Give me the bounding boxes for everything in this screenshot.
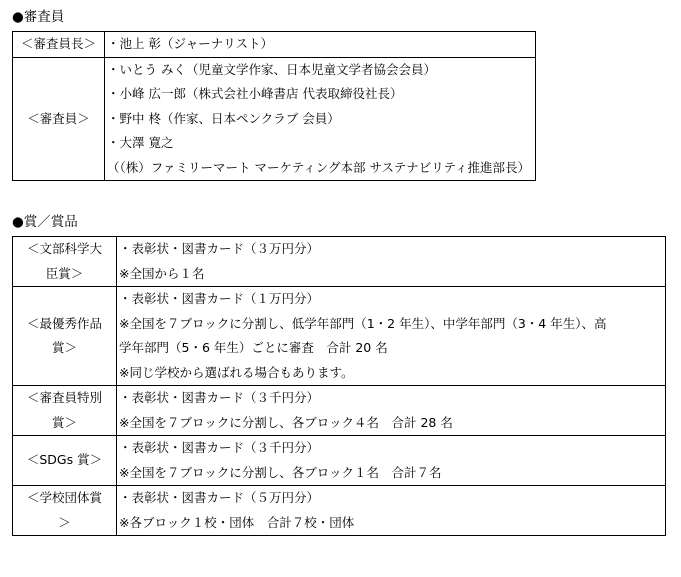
table-row [13, 486, 666, 536]
judge-member-line: ・いとう みく（児童文学作家、日本児童文学者協会会員） [107, 61, 436, 77]
award-label [13, 436, 117, 486]
award-detail-line: ※全国を７ブロックに分割し、各ブロック１名 合計７名 [119, 464, 442, 480]
award-detail-line: ・表彰状・図書カード（１万円分） [119, 291, 320, 306]
table-row [13, 237, 666, 287]
judges-section-title: ●審査員 [12, 9, 65, 25]
award-detail-line: ※全国を７ブロックに分割し、各ブロック４名 合計 28 名 [119, 414, 453, 430]
table-row [13, 386, 666, 436]
awards-section-title: ●賞／賞品 [12, 214, 78, 230]
award-details [117, 287, 666, 386]
judge-member-affiliation: （（株）ファミリーマート マーケティング本部 サステナビリティ推進部長） [107, 159, 530, 175]
award-label-line: 賞＞ [51, 414, 77, 430]
award-detail-line: ・表彰状・図書カード（３千円分） [119, 440, 320, 455]
award-detail-line: ・表彰状・図書カード（３万円分） [119, 241, 320, 256]
award-label-line: ＜学校団体賞 [26, 490, 102, 505]
judge-member-line: ・小峰 広一郎（株式会社小峰書店 代表取締役社長） [107, 86, 403, 101]
award-label-line: ＜SDGs 賞＞ [26, 452, 103, 468]
award-label [13, 287, 117, 386]
award-detail-line: ・表彰状・図書カード（３千円分） [119, 390, 320, 405]
award-details [117, 237, 666, 287]
award-detail-line: ※同じ学校から選ばれる場合もあります。 [119, 364, 354, 380]
judge-members-list [105, 57, 536, 181]
award-label-line: ＜最優秀作品 [26, 315, 102, 331]
award-details [117, 436, 666, 486]
judge-member-line: ・野中 柊（作家、日本ペンクラブ 会員） [107, 110, 340, 126]
judge-member-line: ・大澤 寛之 [107, 135, 174, 150]
judges-table [12, 31, 536, 181]
table-row [13, 436, 666, 486]
award-details [117, 486, 666, 536]
award-label-line: ＜文部科学大 [26, 241, 102, 256]
judge-chair-label: ＜審査員長＞ [13, 32, 105, 58]
award-label [13, 237, 117, 287]
award-label-line: ＞ [58, 514, 71, 530]
award-detail-line: ※全国を７ブロックに分割し、低学年部門（1・2 年生）、中学年部門（3・4 年生）、高 [119, 315, 607, 331]
award-detail-line: ・表彰状・図書カード（５万円分） [119, 490, 320, 505]
table-row [13, 32, 536, 58]
award-label-line: 賞＞ [51, 340, 77, 355]
table-row [13, 57, 536, 181]
award-label [13, 486, 117, 536]
award-detail-line: ※全国から１名 [119, 265, 205, 281]
award-label [13, 386, 117, 436]
award-detail-line: ※各ブロック１校・団体 合計７校・団体 [119, 514, 355, 530]
table-row [13, 287, 666, 386]
award-details [117, 386, 666, 436]
award-label-line: 臣賞＞ [45, 265, 84, 281]
judge-members-label: ＜審査員＞ [13, 57, 105, 181]
award-label-line: ＜審査員特別 [26, 390, 102, 405]
judge-chair-entry: ・池上 彰（ジャーナリスト） [105, 32, 536, 58]
awards-table [12, 236, 666, 536]
award-detail-line: 学年部門（5・6 年生）ごとに審査 合計 20 名 [119, 340, 388, 355]
